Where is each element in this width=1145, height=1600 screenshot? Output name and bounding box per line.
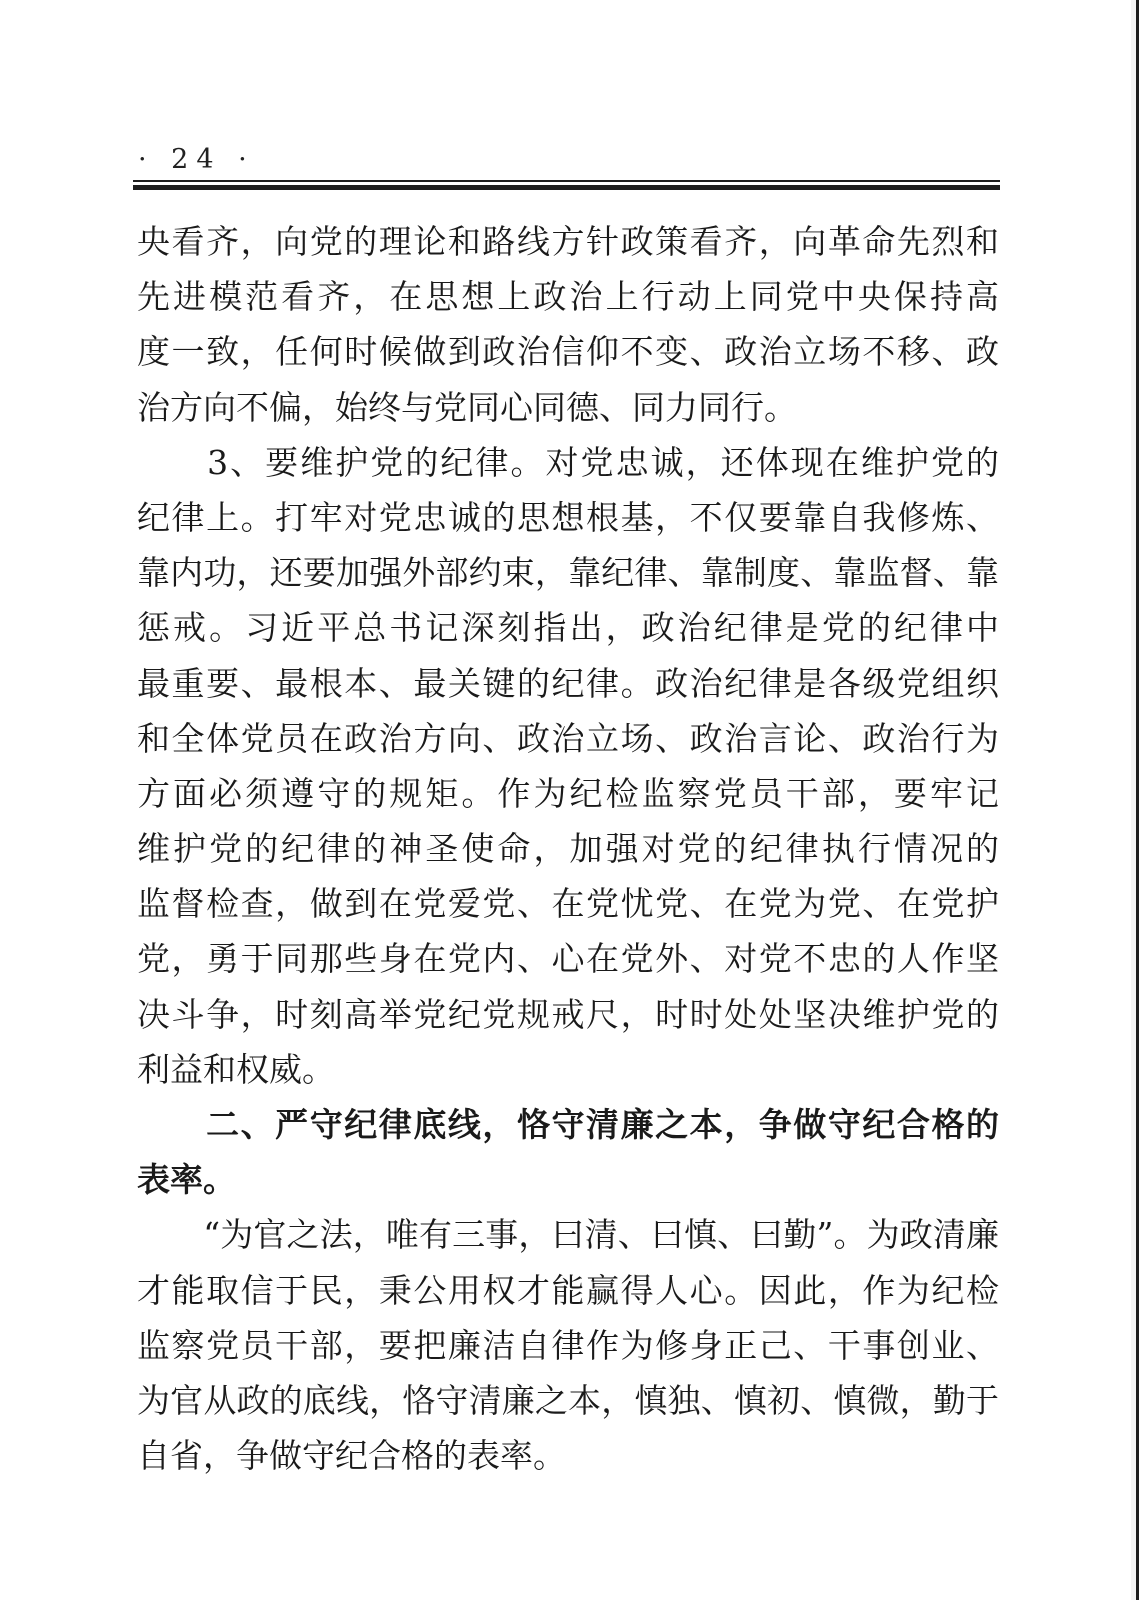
text-line: 为官从政的底线，恪守清廉之本，慎独、慎初、慎微，勤于 bbox=[137, 1380, 999, 1420]
section-heading-line: 二、严守纪律底线，恪守清廉之本，争做守纪合格的 bbox=[137, 1105, 999, 1144]
text-line: 惩戒。习近平总书记深刻指出，政治纪律是党的纪律中 bbox=[137, 608, 999, 648]
text-line: 先进模范看齐，在思想上政治上行动上同党中央保持高 bbox=[137, 277, 999, 317]
text-line: 党，勇于同那些身在党内、心在党外、对党不忠的人作坚 bbox=[137, 939, 999, 979]
text-line: 治方向不偏，始终与党同心同德、同力同行。 bbox=[137, 387, 797, 427]
text-line: 监察党员干部，要把廉洁自律作为修身正己、干事创业、 bbox=[137, 1325, 999, 1365]
text-line: 3、要维护党的纪律。对党忠诚，还体现在维护党的 bbox=[137, 442, 999, 482]
body-text bbox=[137, 214, 999, 1483]
scan-page-edge bbox=[1131, 0, 1145, 1600]
text-line: 利益和权威。 bbox=[137, 1049, 335, 1089]
text-line: 决斗争，时刻高举党纪党规戒尺，时时处处坚决维护党的 bbox=[137, 994, 999, 1034]
text-line: 纪律上。打牢对党忠诚的思想根基，不仅要靠自我修炼、 bbox=[137, 497, 999, 537]
page-number: · 24 · bbox=[138, 144, 255, 175]
text-line: 度一致，任何时候做到政治信仰不变、政治立场不移、政 bbox=[137, 332, 999, 372]
header-rule bbox=[133, 180, 1000, 190]
section-heading-line: 表率。 bbox=[137, 1160, 236, 1200]
text-line: 自省，争做守纪合格的表率。 bbox=[137, 1436, 566, 1476]
text-line: 才能取信于民，秉公用权才能赢得人心。因此，作为纪检 bbox=[137, 1270, 999, 1310]
text-line: 维护党的纪律的神圣使命，加强对党的纪律执行情况的 bbox=[137, 829, 999, 869]
text-line: 方面必须遵守的规矩。作为纪检监察党员干部，要牢记 bbox=[137, 773, 999, 813]
text-line: 监督检查，做到在党爱党、在党忧党、在党为党、在党护 bbox=[137, 884, 999, 924]
text-line: 靠内功，还要加强外部约束，靠纪律、靠制度、靠监督、靠 bbox=[137, 553, 999, 593]
text-line: 最重要、最根本、最关键的纪律。政治纪律是各级党组织 bbox=[137, 663, 999, 703]
text-line: “为官之法，唯有三事，曰清、曰慎、曰勤”。为政清廉 bbox=[137, 1215, 999, 1255]
text-line: 和全体党员在政治方向、政治立场、政治言论、政治行为 bbox=[137, 718, 999, 758]
text-line: 央看齐，向党的理论和路线方针政策看齐，向革命先烈和 bbox=[137, 222, 999, 261]
